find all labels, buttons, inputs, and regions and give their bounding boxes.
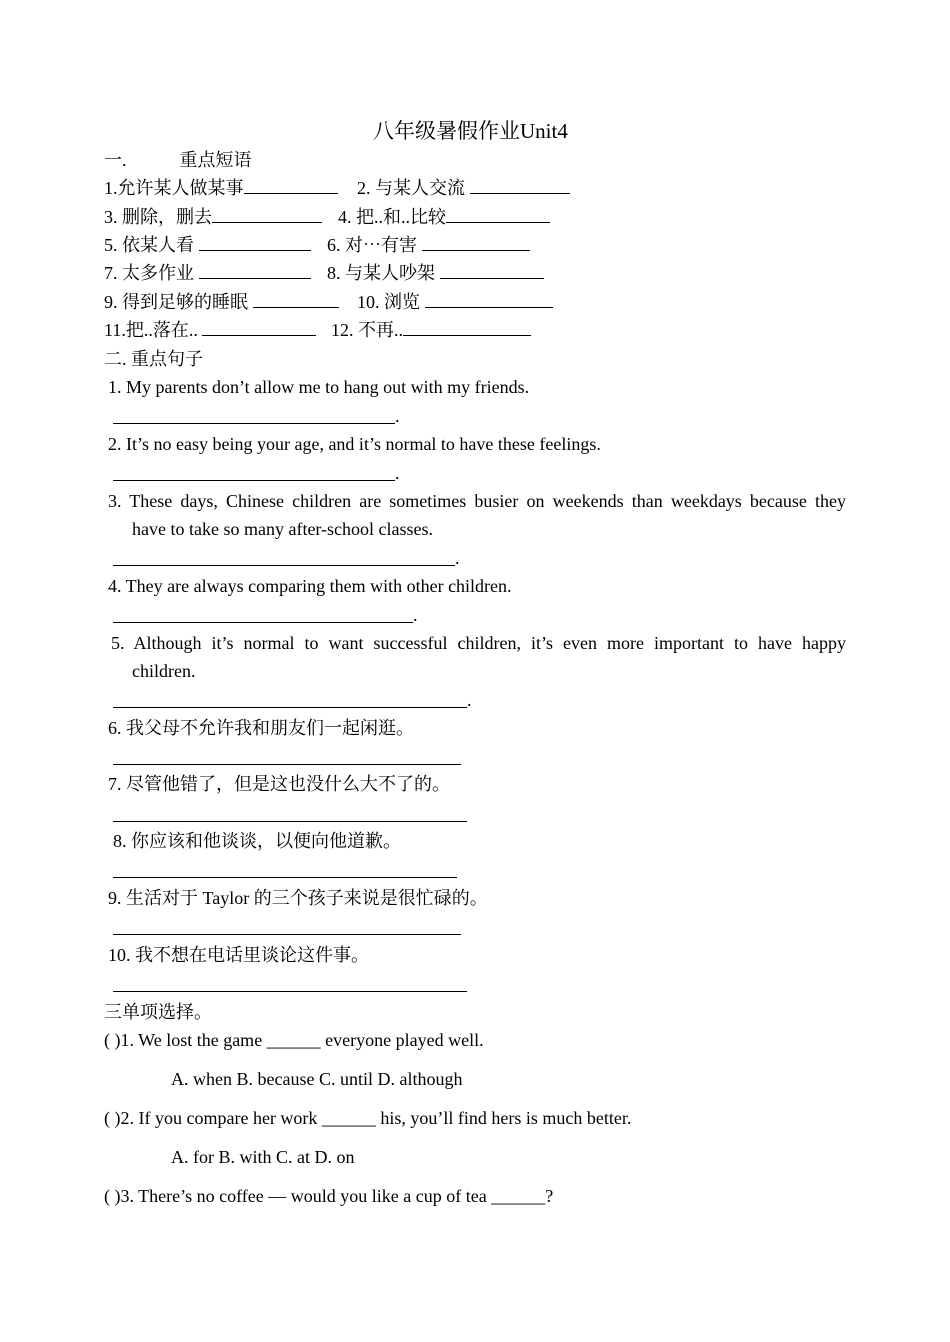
- phrase-item: [327, 262, 544, 284]
- answer-line[interactable]: [113, 707, 467, 708]
- sentence-8: 8. 你应该和他谈谈，以便向他道歉。: [113, 831, 401, 851]
- phrase-item: [104, 206, 322, 228]
- answer-blank[interactable]: [470, 177, 570, 194]
- question-1-options[interactable]: A. when B. because C. until D. although: [171, 1069, 463, 1089]
- phrase-label: 9. 得到足够的睡眠: [104, 292, 248, 312]
- question-1: ( )1. We lost the game ______ everyone played well.: [104, 1030, 484, 1050]
- phrase-item: [104, 177, 338, 199]
- sentence-4: 4. They are always comparing them with other children.: [108, 576, 512, 596]
- answer-line[interactable]: [113, 622, 413, 623]
- phrase-item: [331, 319, 531, 341]
- answer-line[interactable]: [113, 934, 461, 935]
- answer-blank[interactable]: [403, 319, 531, 336]
- section2-heading: 二. 重点句子: [104, 349, 203, 369]
- answer-blank[interactable]: [199, 234, 311, 251]
- line-period: .: [395, 406, 400, 426]
- answer-blank[interactable]: [212, 206, 322, 223]
- page-title: 八年级暑假作业Unit4: [373, 119, 568, 143]
- phrase-label: 3. 删除，删去: [104, 207, 212, 227]
- sentence-7: 7. 尽管他错了，但是这也没什么大不了的。: [108, 774, 450, 794]
- question-2: ( )2. If you compare her work ______ his, you’ll find hers is much better.: [104, 1108, 632, 1128]
- answer-blank[interactable]: [199, 262, 311, 279]
- phrase-label: 11.把..落在..: [104, 320, 198, 340]
- phrase-item: [104, 262, 311, 284]
- phrase-item: [357, 291, 553, 313]
- sentence-5-cont: children.: [132, 661, 196, 681]
- answer-blank[interactable]: [253, 291, 339, 308]
- line-period: .: [467, 690, 472, 710]
- sentence-2: 2. It’s no easy being your age, and it’s normal to have these feelings.: [108, 434, 601, 454]
- answer-blank[interactable]: [440, 262, 544, 279]
- phrase-label: 1.允许某人做某事: [104, 178, 244, 198]
- line-period: .: [455, 548, 460, 568]
- answer-blank[interactable]: [202, 319, 316, 336]
- phrase-label: 5. 依某人看: [104, 235, 194, 255]
- section1-heading: [104, 149, 252, 171]
- sentence-9: 9. 生活对于 Taylor 的三个孩子来说是很忙碌的。: [108, 888, 488, 908]
- answer-line[interactable]: [113, 480, 395, 481]
- phrase-label: 6. 对⋯有害: [327, 235, 417, 255]
- sentence-10: 10. 我不想在电话里谈论这件事。: [108, 945, 369, 965]
- answer-line[interactable]: [113, 877, 457, 878]
- phrase-item: [104, 319, 316, 341]
- section3-heading: 三单项选择。: [104, 1002, 212, 1022]
- answer-line[interactable]: [113, 565, 455, 566]
- line-period: .: [395, 463, 400, 483]
- section1-heading-num: 一.: [104, 150, 127, 170]
- phrase-label: 12. 不再..: [331, 320, 403, 340]
- phrase-label: 7. 太多作业: [104, 263, 194, 283]
- phrase-item: [357, 177, 570, 199]
- phrase-label: 2. 与某人交流: [357, 178, 465, 198]
- phrase-item: [338, 206, 550, 228]
- phrase-item: [104, 291, 339, 313]
- section1-heading-text: 重点短语: [179, 150, 252, 170]
- sentence-3-cont: have to take so many after-school classes.: [132, 519, 434, 539]
- line-period: .: [413, 605, 418, 625]
- answer-blank[interactable]: [446, 206, 550, 223]
- question-3: ( )3. There’s no coffee — would you like a cup of tea ______?: [104, 1186, 554, 1206]
- answer-blank[interactable]: [244, 177, 338, 194]
- phrase-label: 4. 把..和..比较: [338, 207, 446, 227]
- sentence-1: 1. My parents don’t allow me to hang out with my friends.: [108, 377, 530, 397]
- sentence-6: 6. 我父母不允许我和朋友们一起闲逛。: [108, 718, 414, 738]
- sentence-3: 3. These days, Chinese children are sometimes busier on weekends than weekdays because they: [108, 491, 846, 511]
- phrase-label: 10. 浏览: [357, 292, 420, 312]
- phrase-item: [104, 234, 311, 256]
- answer-blank[interactable]: [425, 291, 553, 308]
- answer-blank[interactable]: [422, 234, 530, 251]
- answer-line[interactable]: [113, 423, 395, 424]
- phrase-item: [327, 234, 530, 256]
- answer-line[interactable]: [113, 821, 467, 822]
- phrase-label: 8. 与某人吵架: [327, 263, 435, 283]
- question-2-options[interactable]: A. for B. with C. at D. on: [171, 1147, 355, 1167]
- sentence-5: 5. Although it’s normal to want successful children, it’s even more important to have happy: [111, 633, 846, 653]
- answer-line[interactable]: [113, 991, 467, 992]
- answer-line[interactable]: [113, 764, 461, 765]
